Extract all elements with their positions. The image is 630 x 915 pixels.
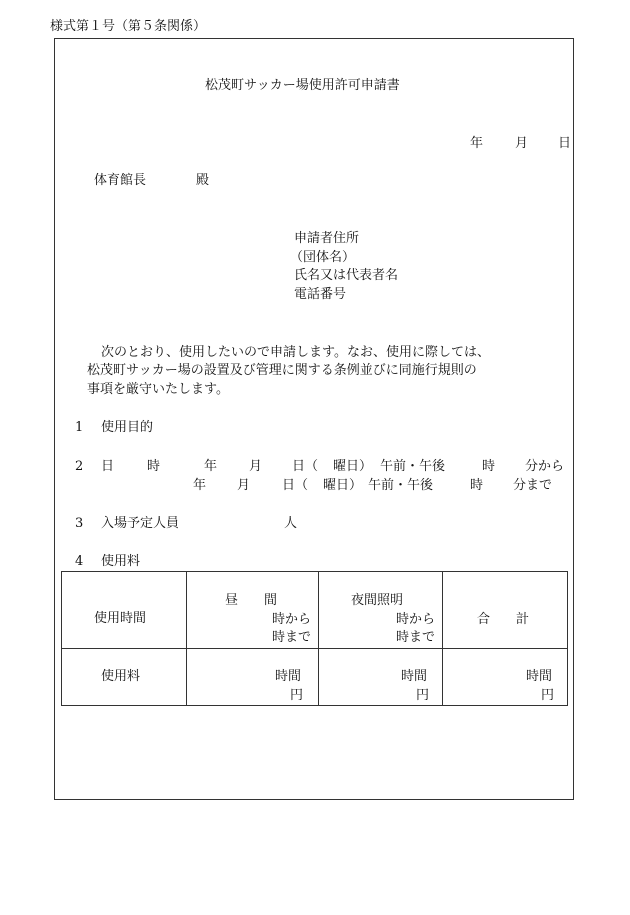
body-line-2: 松茂町サッカー場の設置及び管理に関する条例並びに同施行規則の bbox=[87, 363, 477, 378]
applicant-group-label: （団体名） bbox=[290, 250, 356, 265]
to-hour: 時 bbox=[470, 478, 484, 493]
usage-time-header-cell bbox=[62, 572, 187, 649]
night-fee-cell bbox=[319, 649, 443, 706]
item-3-number: 3 bbox=[75, 516, 84, 531]
item-1-label: 使用目的 bbox=[101, 420, 154, 435]
day-to: 時まで bbox=[272, 630, 312, 645]
form-title: 松茂町サッカー場使用許可申請書 bbox=[205, 78, 400, 93]
date-year: 年 bbox=[470, 136, 484, 151]
to-minute: 分まで bbox=[513, 478, 553, 493]
total-header: 合 計 bbox=[477, 612, 530, 627]
from-month: 月 bbox=[249, 459, 263, 474]
day-header-cell bbox=[187, 572, 319, 649]
night-to: 時まで bbox=[396, 630, 436, 645]
to-month: 月 bbox=[237, 478, 251, 493]
night-hours: 時間 bbox=[401, 669, 428, 684]
body-line-1: 次のとおり、使用したいので申請します。なお、使用に際しては、 bbox=[101, 345, 490, 360]
total-fee-cell bbox=[443, 649, 568, 706]
addressee-honorific: 殿 bbox=[196, 173, 210, 188]
fee-value-row bbox=[62, 649, 568, 706]
item-1-number: 1 bbox=[75, 420, 84, 435]
form-number: 様式第１号（第５条関係） bbox=[50, 19, 207, 34]
from-day: 日（ bbox=[292, 459, 319, 474]
fee-header-row bbox=[62, 572, 568, 649]
applicant-phone-label: 電話番号 bbox=[294, 287, 347, 302]
item-4-label: 使用料 bbox=[101, 554, 141, 569]
day-yen: 円 bbox=[290, 688, 304, 703]
item-4-number: 4 bbox=[75, 554, 84, 569]
to-day: 日（ bbox=[282, 478, 309, 493]
fee-table bbox=[61, 571, 568, 706]
total-hours: 時間 bbox=[526, 669, 553, 684]
fee-row-label: 使用料 bbox=[101, 669, 141, 684]
total-yen: 円 bbox=[541, 688, 555, 703]
item-3-label: 入場予定人員 bbox=[101, 516, 180, 531]
date-day: 日 bbox=[558, 136, 572, 151]
day-from: 時から bbox=[272, 612, 312, 627]
night-from: 時から bbox=[396, 612, 436, 627]
total-header-cell bbox=[443, 572, 568, 649]
applicant-name-label: 氏名又は代表者名 bbox=[294, 268, 399, 283]
item-2-label-time: 時 bbox=[147, 459, 161, 474]
from-minute: 分から bbox=[525, 459, 565, 474]
from-ampm: 午前・午後 bbox=[380, 459, 446, 474]
from-year: 年 bbox=[204, 459, 218, 474]
item-2-number: 2 bbox=[75, 459, 84, 474]
to-ampm: 午前・午後 bbox=[368, 478, 434, 493]
usage-time-header: 使用時間 bbox=[94, 611, 147, 626]
fee-label-cell bbox=[62, 649, 187, 706]
night-yen: 円 bbox=[416, 688, 430, 703]
addressee-name: 体育館長 bbox=[94, 173, 147, 188]
night-label: 夜間照明 bbox=[351, 593, 404, 608]
applicant-address-label: 申請者住所 bbox=[294, 231, 360, 246]
item-2-label-day: 日 bbox=[101, 459, 115, 474]
from-hour: 時 bbox=[482, 459, 496, 474]
body-line-3: 事項を厳守いたします。 bbox=[87, 382, 229, 397]
day-label: 昼 間 bbox=[225, 593, 278, 608]
item-3-unit: 人 bbox=[284, 516, 298, 531]
from-weekday: 曜日） bbox=[333, 459, 373, 474]
day-hours: 時間 bbox=[275, 669, 302, 684]
night-header-cell bbox=[319, 572, 443, 649]
date-month: 月 bbox=[515, 136, 529, 151]
to-weekday: 曜日） bbox=[323, 478, 363, 493]
to-year: 年 bbox=[193, 478, 207, 493]
day-fee-cell bbox=[187, 649, 319, 706]
